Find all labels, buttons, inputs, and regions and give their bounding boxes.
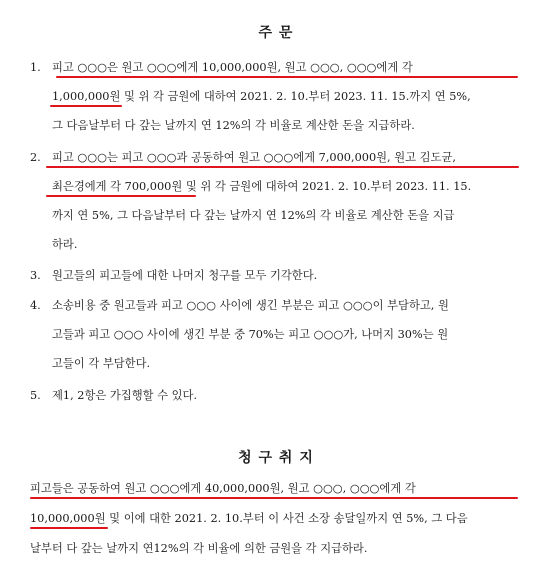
- claim-line-3: 날부터 다 갚는 날까지 연12%의 각 비율에 의한 금원을 각 지급하라.: [30, 542, 368, 555]
- item-1-line-2: 1,000,000원 및 위 각 금원에 대하여 2021. 2. 10.부터 2023. 11. 15.까지 연 5%,: [52, 90, 471, 103]
- item-1-line-1: 피고 ○○○은 원고 ○○○에게 10,000,000원, 원고 ○○○, ○○○에게 각: [52, 61, 413, 74]
- item-number: 1.: [30, 61, 41, 74]
- item-2-line-2: 최은경에게 각 700,000원 및 위 각 금원에 대하여 2021. 2. 10.부터 2023. 11. 15.: [52, 180, 472, 193]
- highlight-underline: [30, 527, 108, 529]
- item-number: 3.: [30, 269, 41, 282]
- section-title-claim: 청 구 취 지: [238, 450, 314, 466]
- item-2-line-4: 하라.: [52, 238, 78, 251]
- item-5-line-1: 제1, 2항은 가집행할 수 있다.: [52, 389, 198, 402]
- item-1-line-3: 그 다음날부터 다 갚는 날까지 연 12%의 각 비율로 계산한 돈을 지급하라.: [52, 119, 415, 132]
- item-4-line-2: 고들과 피고 ○○○ 사이에 생긴 부분 중 70%는 피고 ○○○가, 나머지 30%는 원: [52, 328, 449, 341]
- item-4-line-1: 소송비용 중 원고들과 피고 ○○○ 사이에 생긴 부분은 피고 ○○○이 부담하고, 원: [52, 299, 449, 312]
- claim-line-1: 피고들은 공동하여 원고 ○○○에게 40,000,000원, 원고 ○○○, ○○○에게 각: [30, 482, 416, 495]
- highlight-underline: [30, 497, 518, 499]
- highlight-underline: [46, 166, 519, 168]
- item-2-line-1: 피고 ○○○는 피고 ○○○과 공동하여 원고 ○○○에게 7,000,000원, 원고 김도균,: [52, 151, 456, 164]
- item-number: 4.: [30, 299, 41, 312]
- item-3-line-1: 원고들의 피고들에 대한 나머지 청구를 모두 기각한다.: [52, 269, 318, 282]
- item-number: 2.: [30, 151, 41, 164]
- item-number: 5.: [30, 389, 41, 402]
- highlight-underline: [56, 76, 518, 78]
- item-4-line-3: 고들이 각 부담한다.: [52, 357, 151, 370]
- item-2-line-3: 까지 연 5%, 그 다음날부터 다 갚는 날까지 연 12%의 각 비율로 계산한 돈을 지급: [52, 209, 455, 222]
- claim-line-2: 10,000,000원 및 이에 대한 2021. 2. 10.부터 이 사건 소장 송달일까지 연 5%, 그 다음: [30, 512, 468, 525]
- highlight-underline: [46, 195, 196, 197]
- section-title-judgment: 주 문: [258, 25, 294, 41]
- highlight-underline: [50, 105, 122, 107]
